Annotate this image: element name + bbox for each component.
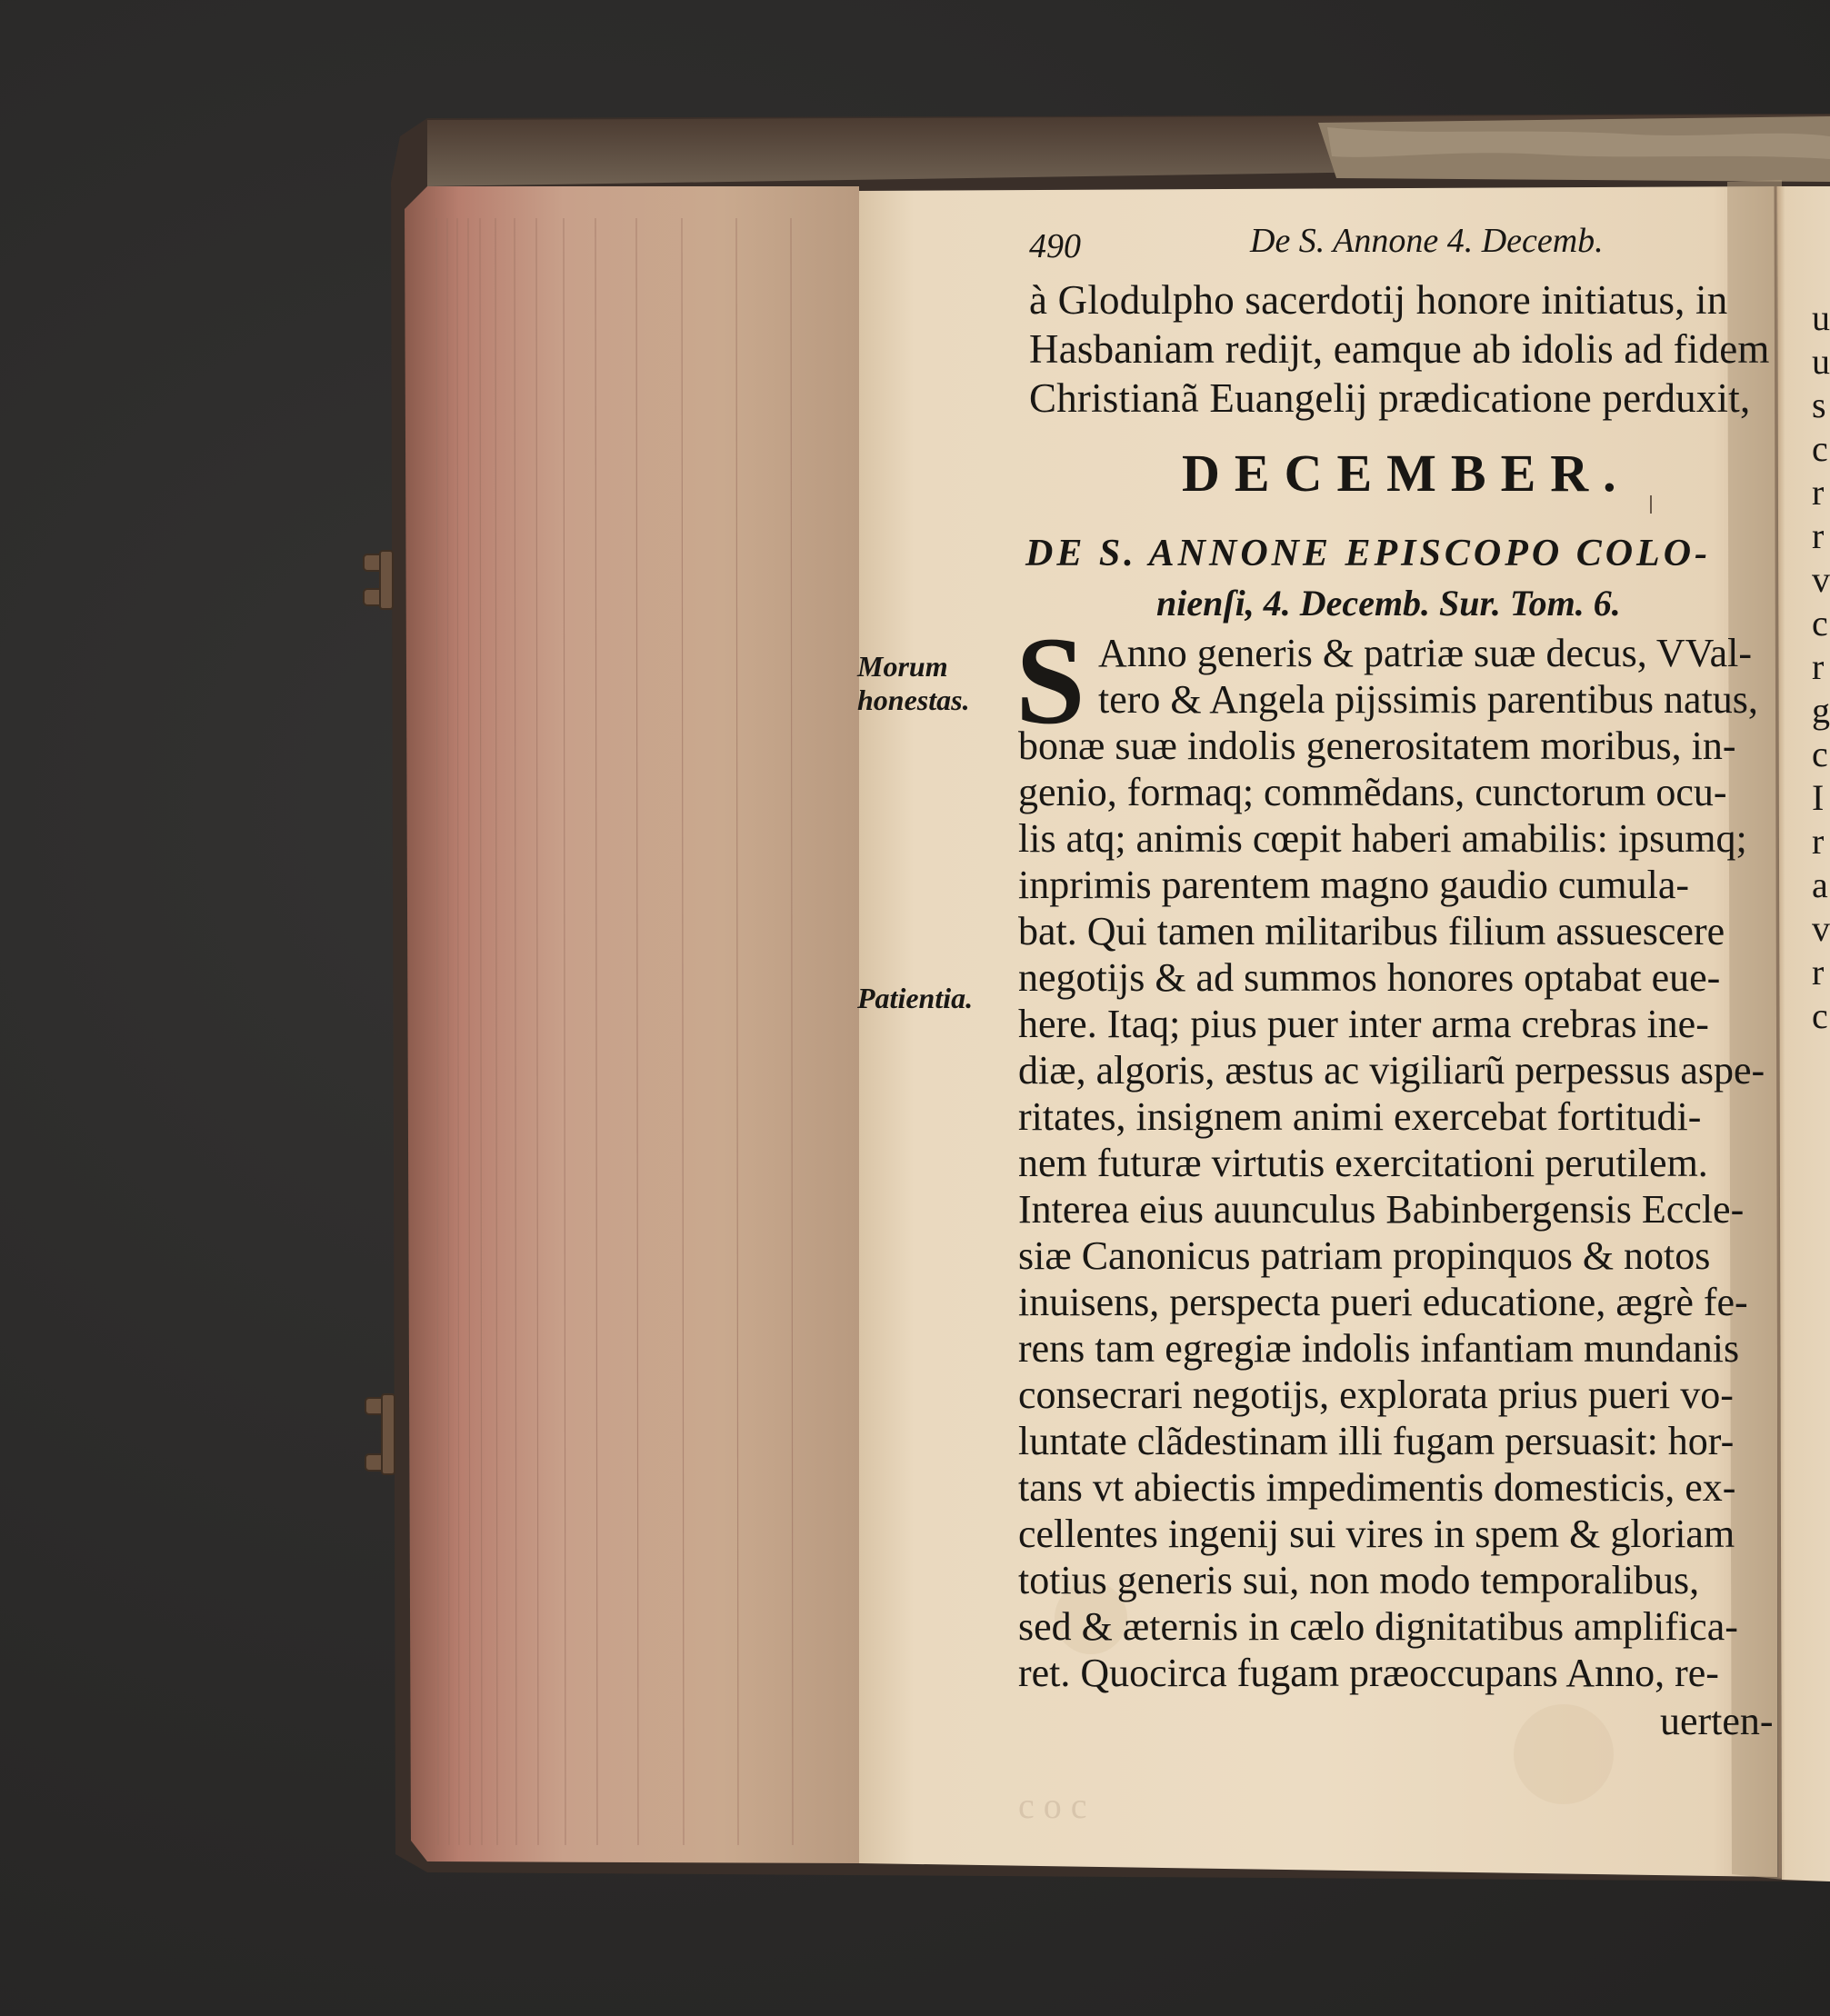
running-title: De S. Annone 4. Decemb. [1250,222,1604,260]
body-line: siæ Canonicus patriam propinquos & notos [1018,1233,1711,1278]
body-line: negotijs & ad summos honores optabat eue- [1018,955,1721,1000]
body-line: rens tam egregiæ indolis infantiam mundanis [1018,1326,1740,1371]
month-heading: DECEMBER. [1182,444,1631,503]
facing-page-letter: r [1812,821,1825,862]
margin-note-line: Morum [857,650,948,683]
body-line: sed & æternis in cælo dignitatibus amplifica- [1018,1604,1738,1649]
body-line: bat. Qui tamen militaribus filium assuescere [1018,909,1725,953]
catchword: uerten- [1660,1699,1774,1743]
body-line: tans vt abiectis impedimentis domesticis, ex- [1018,1465,1736,1510]
body-line: Interea eius auunculus Babinbergensis Eccle- [1018,1187,1745,1232]
body-line: luntate clãdestinam illi fugam persuasit: hor- [1018,1419,1735,1463]
facing-page-letter: c [1812,995,1828,1036]
facing-page-letter: v [1812,559,1830,600]
facing-page-letter: u [1812,297,1830,338]
body-line: consecrari negotijs, explorata prius pueri vo- [1018,1372,1734,1417]
margin-note-line: honestas. [857,683,970,716]
facing-page-letter: a [1812,864,1828,905]
body-line: genio, formaq; commẽdans, cunctorum ocu- [1018,770,1727,814]
facing-page-letter: r [1812,472,1825,513]
margin-note-line: Patientia. [857,982,974,1014]
facing-page-letter: v [1812,908,1830,949]
facing-page-letter: c [1812,734,1828,774]
chapter-title: nienſi, 4. Decemb. Sur. Tom. 6. [1156,583,1621,624]
body-line: ret. Quocirca fugam præoccupans Anno, re- [1018,1651,1719,1695]
carryover-line: à Glodulpho sacerdotij honore initiatus, in [1029,277,1728,323]
facing-page-letter: u [1812,341,1830,382]
body-line: here. Itaq; pius puer inter arma crebras ine- [1018,1002,1709,1046]
chapter-title: DE S. ANNONE EPISCOPO COLO- [1025,533,1712,574]
body-line: diæ, algoris, æstus ac vigiliarũ perpessus aspe- [1018,1048,1765,1093]
facing-page-letter: s [1812,384,1826,425]
body-line: cellentes ingenij sui vires in spem & gloriam [1018,1512,1735,1556]
body-line: ritates, insignem animi exercebat fortitudi- [1018,1094,1702,1139]
body-line: lis atq; animis cœpit haberi amabilis: ipsumq; [1018,816,1747,861]
body-line: inprimis parentem magno gaudio cumula- [1018,863,1690,907]
body-line: bonæ suæ indolis generositatem moribus, in- [1018,724,1736,768]
body-line: inuisens, perspecta pueri educatione, ægrè fe- [1018,1280,1748,1324]
body-line: nem futuræ virtutis exercitationi perutilem. [1018,1141,1708,1185]
body-line: Anno generis & patriæ suæ decus, VVal- [1098,631,1752,675]
facing-page-letter: g [1812,690,1830,731]
margin-note [857,650,970,717]
body-line: tero & Angela pijssimis parentibus natus, [1098,677,1758,722]
facing-page-letter: r [1812,646,1825,687]
facing-page-letter: r [1812,515,1825,556]
carryover-line: Christianã Euangelij prædicatione perduxit, [1029,375,1751,421]
carryover-line: Hasbaniam redijt, eamque ab idolis ad fidem [1029,326,1770,372]
drop-cap: S [1015,611,1085,750]
bleed-through: c o c [1018,1785,1087,1826]
margin-note [857,982,973,1015]
running-head [1029,224,1720,267]
facing-page-letter: c [1812,603,1828,644]
facing-page-letter: c [1812,428,1828,469]
facing-page-letter: r [1812,952,1825,993]
page-number: 490 [1029,227,1081,265]
body-line: totius generis sui, non modo temporalibus, [1018,1558,1700,1602]
facing-page-letter: I [1812,777,1825,818]
